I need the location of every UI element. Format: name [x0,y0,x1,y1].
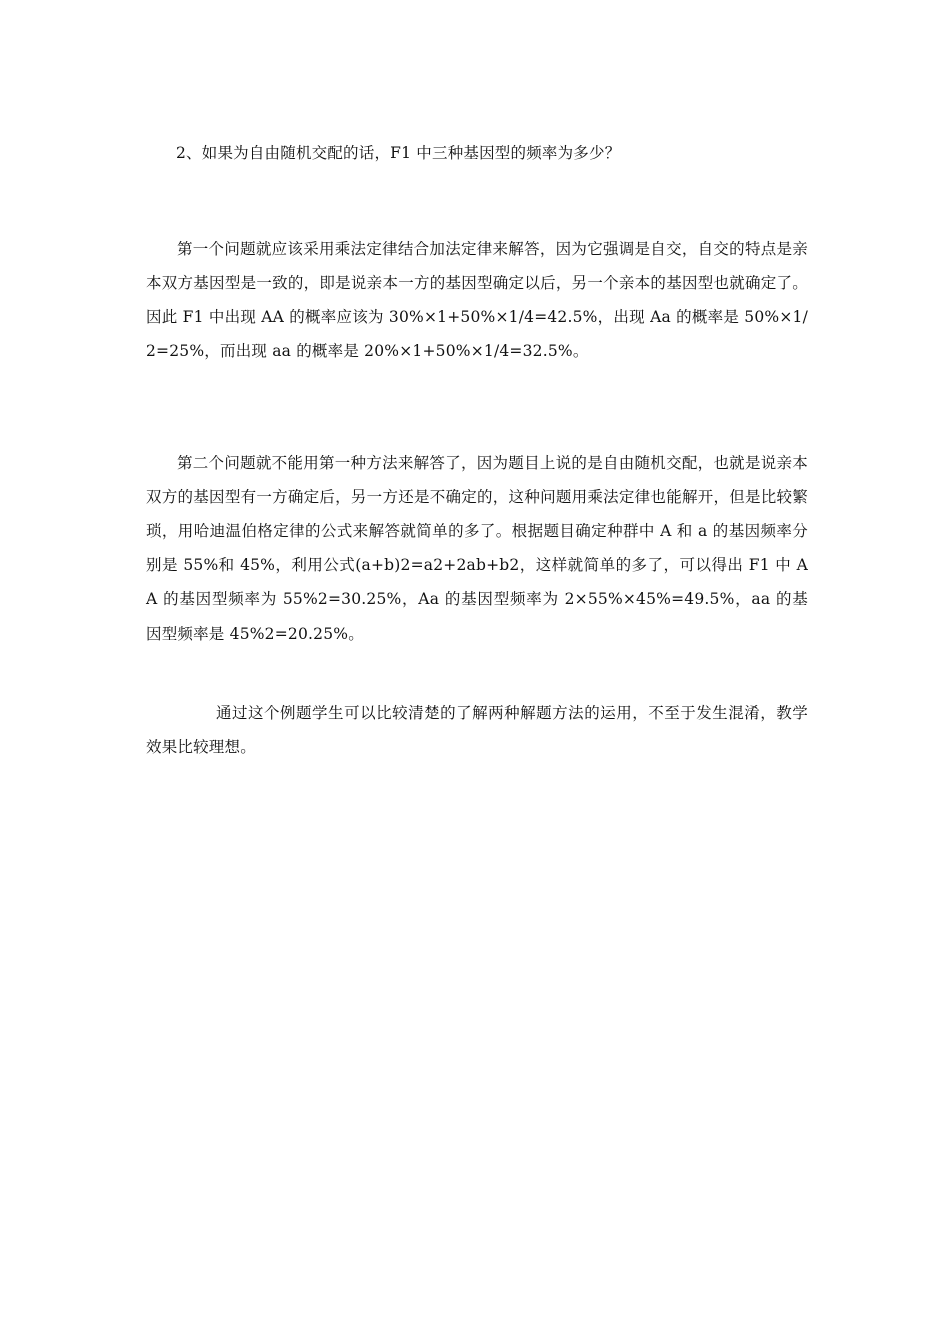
conclusion-paragraph: 通过这个例题学生可以比较清楚的了解两种解题方法的运用，不至于发生混淆，教学效果比较理想。 [146,703,808,756]
question-paragraph: 2、如果为自由随机交配的话，F1 中三种基因型的频率为多少？ [176,143,621,162]
random-mating-answer-paragraph: 第二个问题就不能用第一种方法来解答了，因为题目上说的是自由随机交配，也就是说亲本双方的基因型有一方确定后，另一方还是不确定的，这种问题用乘法定律也能解开，但是比较繁琐，用哈迪温伯格定律的公式来解答就简单的多了。根据题目确定种群中 A 和 a 的基因频率分别是 55%和 45%，利用公式(a+b)2=a2+2ab+b2，这样就简单的多了，可以得出 F1 中 AA 的基因型频率为 55%2=30.25%，Aa 的基因型频率为 2×55%×45%=49.5%，aa 的基因型频率是 45%2=20.25%。 [146,453,808,643]
self-cross-answer-paragraph: 第一个问题就应该采用乘法定律结合加法定律来解答，因为它强调是自交，自交的特点是亲本双方基因型是一致的，即是说亲本一方的基因型确定以后，另一个亲本的基因型也就确定了。因此 F1 中出现 AA 的概率应该为 30%×1+50%×1/4=42.5%，出现 Aa 的概率是 50%×1/2=25%，而出现 aa 的概率是 20%×1+50%×1/4=32.5%。 [146,239,808,361]
